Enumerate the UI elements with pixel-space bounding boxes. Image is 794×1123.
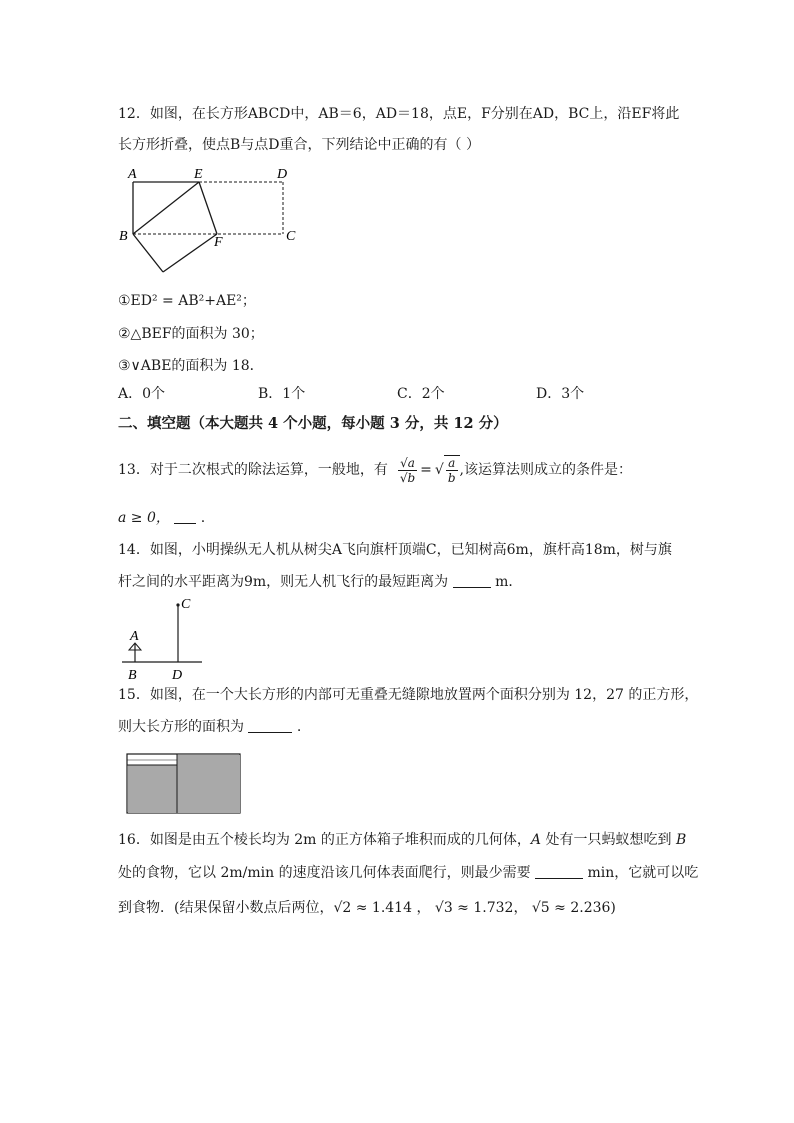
small-square: [128, 765, 177, 813]
q14-line2-suffix: m．: [495, 574, 523, 590]
q12-statement-1: ①ED² = AB²+AE²；: [118, 293, 256, 309]
q12-option-b: B．1个: [258, 386, 306, 402]
label-D: D: [172, 668, 183, 682]
q16-line2-suffix: min，它就可以吃: [587, 865, 699, 881]
q13-line-1: [118, 452, 632, 488]
q14-line-2: [118, 572, 522, 592]
q13-left-denominator: √b: [399, 470, 416, 485]
point-C: [176, 603, 179, 606]
label-E: E: [194, 167, 203, 182]
segment-F-fold: [163, 234, 217, 272]
q16-line2-prefix: 处的食物，它以 2m/min 的速度沿该几何体表面爬行，则最少需要: [118, 865, 531, 881]
q15-line-1: 15．如图，在一个大长方形的内部可无重叠无缝隙地放置两个面积分别为 12，27 的正方形，: [118, 687, 699, 703]
segment-BE: [133, 182, 199, 234]
segment-EF: [199, 182, 217, 234]
q12-line-2: 长方形折叠，使点B与点D重合，下列结论中正确的有（ ）: [118, 137, 480, 153]
q15-line2-prefix: 则大长方形的面积为: [118, 719, 244, 735]
q13-radicand: [444, 455, 460, 485]
q12-option-c: C．2个: [397, 386, 445, 402]
q16-line1-prefix: 16．如图是由五个棱长均为 2m 的正方体箱子堆积而成的几何体，: [118, 832, 531, 848]
q16-line1-mid: 处有一只蚂蚁想吃到: [541, 832, 676, 848]
q15-line2-suffix: .: [296, 719, 302, 735]
q16-line-2: [118, 863, 698, 883]
label-B: B: [128, 668, 137, 682]
q13-line-2: [118, 508, 205, 528]
q12-option-a: A．0个: [118, 386, 166, 402]
q13-left-numerator: √a: [398, 456, 417, 471]
label-A: A: [128, 167, 137, 182]
label-B: B: [119, 229, 128, 244]
q13-answer-blank[interactable]: [174, 509, 196, 524]
segment-B-fold: [133, 234, 163, 272]
q16-line-3: 到食物．(结果保留小数点后两位，√2 ≈ 1.414 ， √3 ≈ 1.732， √5 ≈ 2.236): [118, 900, 616, 916]
label-D: D: [277, 167, 288, 182]
q14-line2-prefix: 杆之间的水平距离为9m，则无人机飞行的最短距离为: [118, 574, 449, 590]
q13-suffix: ,该运算法则成立的条件是：: [459, 462, 632, 478]
q14-answer-blank[interactable]: [453, 573, 491, 588]
label-C: C: [286, 229, 296, 244]
q12-statement-2: ②△BEF的面积为 30；: [118, 326, 264, 342]
q15-answer-blank[interactable]: [248, 718, 292, 733]
label-C: C: [181, 597, 191, 612]
q14-drone-figure: [118, 592, 208, 682]
q13-condition: a ≥ 0，: [118, 510, 170, 526]
q16-point-b: B: [675, 832, 687, 848]
section-2-heading: 二、填空题（本大题共 4 个小题，每小题 3 分，共 12 分）: [118, 415, 508, 432]
q12-option-d: D．3个: [536, 386, 585, 402]
q12-rectangle-figure: [112, 162, 312, 278]
q13-equals: =: [420, 462, 432, 478]
q14-line-1: 14．如图，小明操纵无人机从树尖A飞向旗杆顶端C，已知树高6m，旗杆高18m，树与旗: [118, 542, 672, 558]
q13-line2-suffix: .: [200, 510, 206, 526]
q13-prefix: 13．对于二次根式的除法运算，一般地，有: [118, 462, 388, 478]
q16-line-1: [118, 830, 686, 850]
large-square: [177, 755, 240, 813]
q12-line-1: 12．如图，在长方形ABCD中，AB＝6，AD＝18，点E，F分别在AD，BC上，沿EF将此: [118, 106, 680, 122]
q13-right-numerator: a: [446, 456, 458, 471]
q16-point-a: A: [530, 832, 542, 848]
q13-right-denominator: b: [447, 471, 456, 485]
q15-squares-figure: [126, 753, 242, 815]
q13-right-fraction: [446, 456, 458, 485]
label-F: F: [214, 235, 223, 250]
q16-answer-blank[interactable]: [535, 864, 583, 879]
label-A: A: [130, 629, 139, 644]
sqrt-icon: √: [434, 462, 444, 478]
q15-line-2: [118, 717, 301, 737]
q12-statement-3: ③∨ABE的面积为 18．: [118, 358, 264, 374]
q13-left-fraction: [398, 456, 417, 485]
